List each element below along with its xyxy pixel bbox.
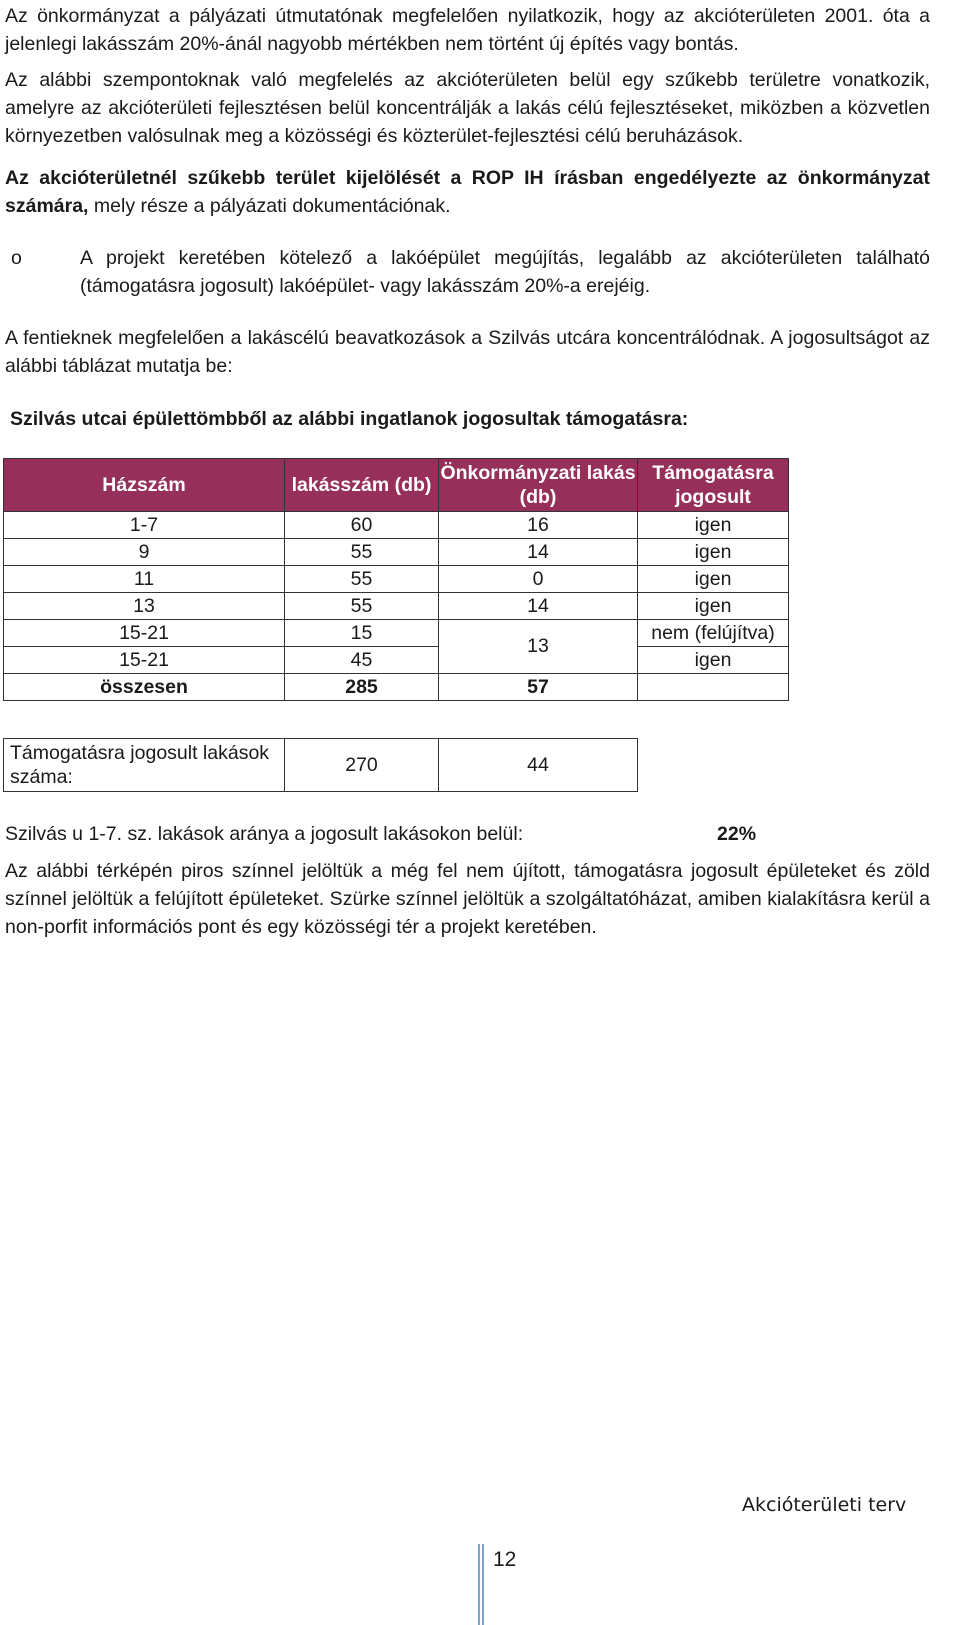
table-row xyxy=(4,566,789,593)
footer-rule xyxy=(478,1544,480,1625)
table-total-row xyxy=(4,674,789,701)
total-eligible xyxy=(638,674,789,701)
table-row xyxy=(4,647,789,674)
ratio-label: Szilvás u 1-7. sz. lakások aránya a jogosult lakásokon belül: xyxy=(5,823,524,845)
bullet-text: A projekt keretében kötelező a lakóépület megújítás, legalább az akcióterületen található (támogatásra jogosult) lakóépület- vagy lakásszám 20%-a erejéig. xyxy=(80,247,930,297)
header-municipal-dwellings: Önkormányzati lakás (db) xyxy=(439,459,638,512)
cell-municipal-merged: 13 xyxy=(439,620,638,674)
summary-row xyxy=(4,739,638,792)
cell-house-number: 9 xyxy=(4,539,285,566)
cell-dwellings: 55 xyxy=(285,566,439,593)
approval-bold-text: Az akcióterületnél szűkebb terület kijelölését a ROP IH írásban engedélyezte az önkormányzat számára, xyxy=(5,167,930,217)
cell-dwellings: 55 xyxy=(285,539,439,566)
table-heading: Szilvás utcai épülettömbből az alábbi ingatlanok jogosultak támogatásra: xyxy=(10,408,689,430)
cell-eligible: igen xyxy=(638,539,789,566)
total-label: összesen xyxy=(4,674,285,701)
approval-rest-text: mely része a pályázati dokumentációnak. xyxy=(88,195,451,217)
cell-house-number: 15-21 xyxy=(4,620,285,647)
total-dwellings: 285 xyxy=(285,674,439,701)
bullet-marker: o xyxy=(11,247,22,269)
cell-eligible: igen xyxy=(638,512,789,539)
cell-municipal: 14 xyxy=(439,593,638,620)
cell-dwellings: 60 xyxy=(285,512,439,539)
cell-eligible: igen xyxy=(638,647,789,674)
cell-house-number: 13 xyxy=(4,593,285,620)
table-row xyxy=(4,539,789,566)
total-municipal: 57 xyxy=(439,674,638,701)
header-house-number: Házszám xyxy=(4,459,285,512)
footer-title: Akcióterületi terv xyxy=(742,1494,907,1516)
table-row xyxy=(4,620,789,647)
header-dwellings: lakásszám (db) xyxy=(285,459,439,512)
cell-eligible: igen xyxy=(638,566,789,593)
ratio-value: 22% xyxy=(717,823,757,845)
footer-rule xyxy=(482,1544,484,1625)
eligible-summary-table xyxy=(3,738,638,792)
paragraph-criteria: Az alábbi szempontoknak való megfelelés az akcióterületen belül egy szűkebb területre vonatkozik, amelyre az akcióterületi fejlesztésen belül koncentrálják a lakás célú fejlesztéseket, miközben a közvetlen környezetben valósulnak meg a közösségi és közterület-fejlesztési célú beruházások. xyxy=(5,69,930,147)
table-row xyxy=(4,512,789,539)
cell-dwellings: 15 xyxy=(285,620,439,647)
eligibility-table xyxy=(3,458,789,701)
cell-house-number: 11 xyxy=(4,566,285,593)
table-row xyxy=(4,593,789,620)
cell-dwellings: 45 xyxy=(285,647,439,674)
paragraph-map-legend: Az alábbi térképén piros színnel jelöltük a még fel nem újított, támogatásra jogosult épületeket és zöld színnel jelöltük a felújított épületeket. Szürke színnel jelöltük a szolgáltatóházat, amiben kialakításra kerül a non-porfit információs pont és egy közösségi tér a projekt keretében. xyxy=(5,860,930,938)
summary-municipal: 44 xyxy=(439,739,638,792)
paragraph-declaration: Az önkormányzat a pályázati útmutatónak megfelelően nyilatkozik, hogy az akcióterületen 2001. óta a jelenlegi lakásszám 20%-ánál nagyobb mértékben nem történt új építés vagy bontás. xyxy=(5,5,930,55)
header-eligible: Támogatásra jogosult xyxy=(638,459,789,512)
cell-eligible: nem (felújítva) xyxy=(638,620,789,647)
cell-municipal: 16 xyxy=(439,512,638,539)
cell-municipal: 0 xyxy=(439,566,638,593)
cell-house-number: 1-7 xyxy=(4,512,285,539)
page-number: 12 xyxy=(493,1548,517,1571)
summary-label: Támogatásra jogosult lakások száma: xyxy=(4,739,285,792)
paragraph-focus: A fentieknek megfelelően a lakáscélú beavatkozások a Szilvás utcára koncentrálódnak. A jogosultságot az alábbi táblázat mutatja be: xyxy=(5,327,930,377)
cell-house-number: 15-21 xyxy=(4,647,285,674)
table-header-row xyxy=(4,459,789,512)
summary-dwellings: 270 xyxy=(285,739,439,792)
cell-municipal: 14 xyxy=(439,539,638,566)
cell-eligible: igen xyxy=(638,593,789,620)
cell-dwellings: 55 xyxy=(285,593,439,620)
paragraph-approval xyxy=(5,164,930,220)
